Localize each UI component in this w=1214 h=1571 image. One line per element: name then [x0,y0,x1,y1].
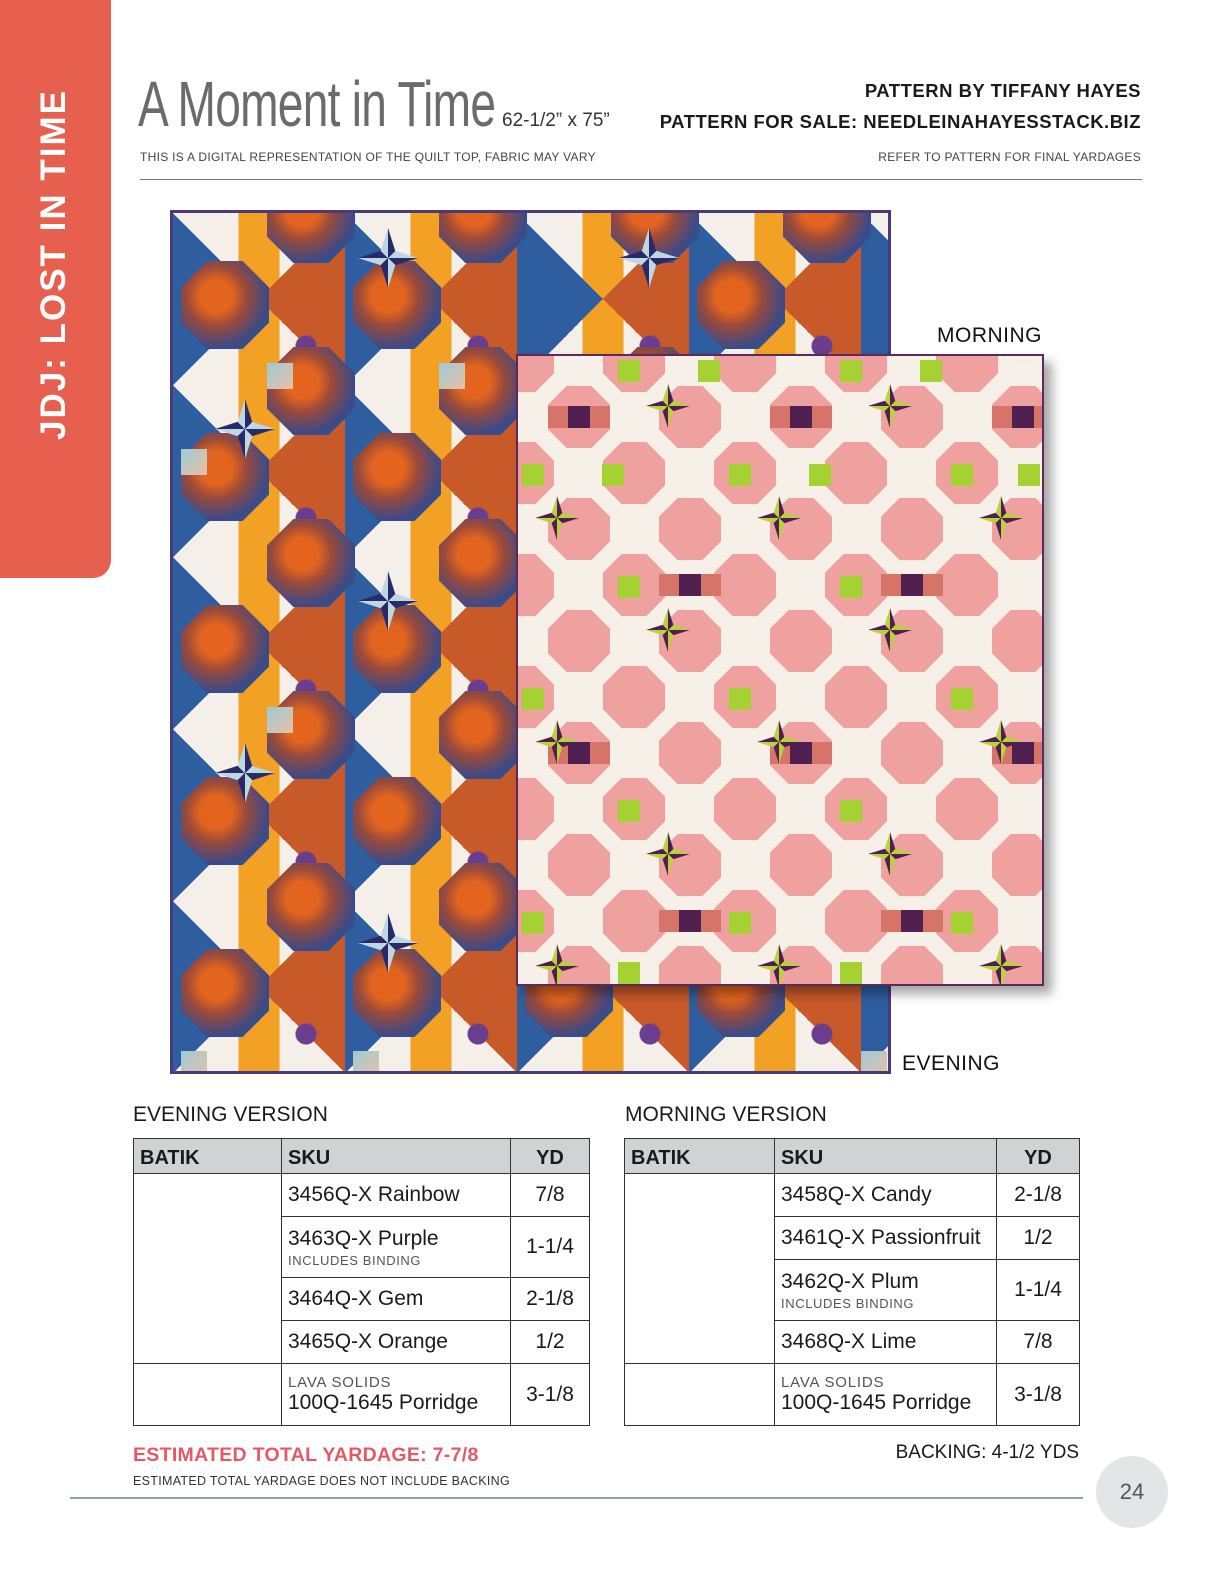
lime-square [522,688,544,710]
morning-version-title: MORNING VERSION [625,1103,827,1126]
table-row [134,1278,590,1321]
yardage-cell: 1/2 [511,1321,590,1364]
octagon-block [697,261,785,349]
octagon-block [267,863,355,951]
cross-center [1012,742,1034,764]
sku-note: INCLUDES BINDING [781,1295,915,1311]
fabric-swatch-orange [134,1321,282,1364]
octagon-block [181,605,269,693]
octagon-block [714,554,776,616]
octagon-block [439,347,527,435]
sku-text: 3463Q-X Purple [288,1226,439,1250]
lime-square [729,464,751,486]
table-header-row [625,1139,1080,1174]
table-row [134,1174,590,1217]
sku-text: 3461Q-X Passionfruit [781,1226,981,1249]
lime-square [602,464,624,486]
lime-square [618,576,640,598]
yardage-cell: 1-1/4 [997,1260,1080,1321]
octagon-block [936,354,998,392]
lime-square [951,464,973,486]
octagon-block [267,691,355,779]
table-header-row [134,1139,590,1174]
table-row [625,1260,1080,1321]
column-header-batik: BATIK [134,1139,282,1174]
octagon-block [181,777,269,865]
fabric-swatch-purple [134,1217,282,1278]
sku-prefix: LAVA SOLIDS [781,1374,885,1391]
accent-square [861,1051,887,1074]
lime-square [951,688,973,710]
octagon-block [659,498,721,560]
sku-cell [282,1174,511,1217]
header-divider [140,179,1142,180]
fabric-swatch-candy [625,1174,775,1217]
octagon-block [659,946,721,986]
side-tab-label: JDJ: LOST IN TIME [34,89,73,440]
table-row [625,1174,1080,1217]
column-header-yd: YD [511,1139,590,1174]
octagon-block [353,433,441,521]
cross-center [679,910,701,932]
table-row [134,1217,590,1278]
octagon-block [783,210,871,263]
column-header-sku: SKU [775,1139,997,1174]
lime-square [618,800,640,822]
octagon-block [439,519,527,607]
octagon-block [992,610,1044,672]
table-row [134,1321,590,1364]
accent-square [439,363,465,389]
morning-quilt-label: MORNING [937,324,1042,347]
octagon-block [992,834,1044,896]
column-header-batik: BATIK [625,1139,775,1174]
octagon-block [881,946,943,986]
table-row [625,1217,1080,1260]
cross-center [901,574,923,596]
octagon-block [825,442,887,504]
digital-disclaimer: THIS IS A DIGITAL REPRESENTATION OF THE QUILT TOP, FABRIC MAY VARY [140,150,596,164]
sku-text: 3468Q-X Lime [781,1330,917,1353]
octagon-block [714,778,776,840]
sku-cell [775,1321,997,1364]
yardage-cell: 2-1/8 [511,1278,590,1321]
accent-square [267,707,293,733]
octagon-block [603,890,665,952]
page-number: 24 [1119,1479,1145,1504]
yardage-cell: 2-1/8 [997,1174,1080,1217]
octagon-block [881,498,943,560]
sku-text: 100Q-1645 Porridge [288,1391,479,1414]
sku-cell [775,1174,997,1217]
pattern-sale-link[interactable]: PATTERN FOR SALE: NEEDLEINAHAYESSTACK.BIZ [659,111,1141,132]
octagon-block [714,354,776,392]
total-yardage-note: ESTIMATED TOTAL YARDAGE DOES NOT INCLUDE BACKING [133,1474,510,1488]
lime-square [840,962,862,984]
morning-fabric-table [624,1138,1080,1426]
cross-center [901,910,923,932]
cross-center [790,742,812,764]
table-row [625,1321,1080,1364]
lime-square [729,688,751,710]
cross-center [790,406,812,428]
octagon-block [516,778,554,840]
octagon-block [181,433,269,521]
yardage-cell: 1/2 [997,1217,1080,1260]
pattern-author: PATTERN BY TIFFANY HAYES [864,80,1141,101]
lime-square [729,912,751,934]
lime-square [618,962,640,984]
backing-yardage: BACKING: 4-1/2 YDS [895,1442,1079,1463]
quilt-dimensions: 62-1/2” x 75” [502,110,610,131]
column-header-yd: YD [997,1139,1080,1174]
yardage-cell: 7/8 [997,1321,1080,1364]
cross-center [679,574,701,596]
yardage-cell: 3-1/8 [511,1364,590,1426]
octagon-block [516,554,554,616]
sku-cell [282,1217,511,1278]
lime-square [618,360,640,382]
lime-square [920,360,942,382]
sku-cell [775,1217,997,1260]
page-title: A Moment in Time [138,68,496,140]
lime-square [522,464,544,486]
accent-square [181,1051,207,1074]
octagon-block [659,722,721,784]
octagon-block [181,261,269,349]
octagon-block [353,605,441,693]
octagon-block [267,347,355,435]
lime-square [1018,464,1040,486]
sku-text: 3458Q-X Candy [781,1183,932,1206]
sku-note: INCLUDES BINDING [288,1252,422,1268]
sku-prefix: LAVA SOLIDS [288,1374,392,1391]
sku-text: 100Q-1645 Porridge [781,1391,972,1414]
cross-center [568,406,590,428]
table-row [625,1364,1080,1426]
lime-square [522,912,544,934]
sku-cell [282,1364,511,1426]
column-header-sku: SKU [282,1139,511,1174]
octagon-block [439,691,527,779]
octagon-block [770,834,832,896]
fabric-swatch-gem [134,1278,282,1321]
yardage-cell: 7/8 [511,1174,590,1217]
octagon-block [603,666,665,728]
fabric-swatch-porridge [625,1364,775,1426]
side-tab [0,0,111,578]
octagon-block [825,890,887,952]
yardage-cell: 3-1/8 [997,1364,1080,1426]
footer-divider [70,1497,1083,1499]
octagon-block [548,834,610,896]
accent-square [353,1051,379,1074]
sku-cell [282,1278,511,1321]
yardage-note: REFER TO PATTERN FOR FINAL YARDAGES [878,150,1141,164]
lime-square [840,360,862,382]
evening-quilt-label: EVENING [902,1052,1001,1075]
table-row [134,1364,590,1426]
yardage-cell: 1-1/4 [511,1217,590,1278]
sku-text: 3462Q-X Plum [781,1269,919,1293]
accent-square [181,449,207,475]
lime-square [840,576,862,598]
cross-center [1012,406,1034,428]
octagon-block [181,949,269,1037]
sku-cell [775,1364,997,1426]
octagon-block [770,610,832,672]
evening-version-title: EVENING VERSION [133,1103,328,1126]
octagon-block [439,863,527,951]
octagon-block [936,554,998,616]
sku-text: 3465Q-X Orange [288,1330,448,1353]
fabric-swatch-plum [625,1260,775,1321]
sku-cell [775,1260,997,1321]
octagon-block [516,354,554,392]
estimated-total-yardage: ESTIMATED TOTAL YARDAGE: 7-7/8 [133,1444,479,1466]
sku-text: 3456Q-X Rainbow [288,1183,460,1206]
evening-fabric-table [133,1138,590,1426]
octagon-block [936,778,998,840]
octagon-block [353,949,441,1037]
sku-cell [282,1321,511,1364]
page-number-badge [1096,1456,1168,1528]
sku-text: 3464Q-X Gem [288,1287,424,1310]
octagon-block [825,666,887,728]
fabric-swatch-lime [625,1321,775,1364]
morning-quilt-image [516,354,1044,986]
lime-square [951,912,973,934]
octagon-block [881,722,943,784]
lime-square [809,464,831,486]
octagon-block [267,210,355,263]
octagon-block [353,777,441,865]
lime-square [840,800,862,822]
fabric-swatch-porridge [134,1364,282,1426]
octagon-block [439,210,527,263]
lime-square [698,360,720,382]
octagon-block [353,261,441,349]
cross-center [568,742,590,764]
octagon-block [267,519,355,607]
accent-square [267,363,293,389]
octagon-block [548,610,610,672]
fabric-swatch-rainbow [134,1174,282,1217]
fabric-swatch-passionfruit [625,1217,775,1260]
